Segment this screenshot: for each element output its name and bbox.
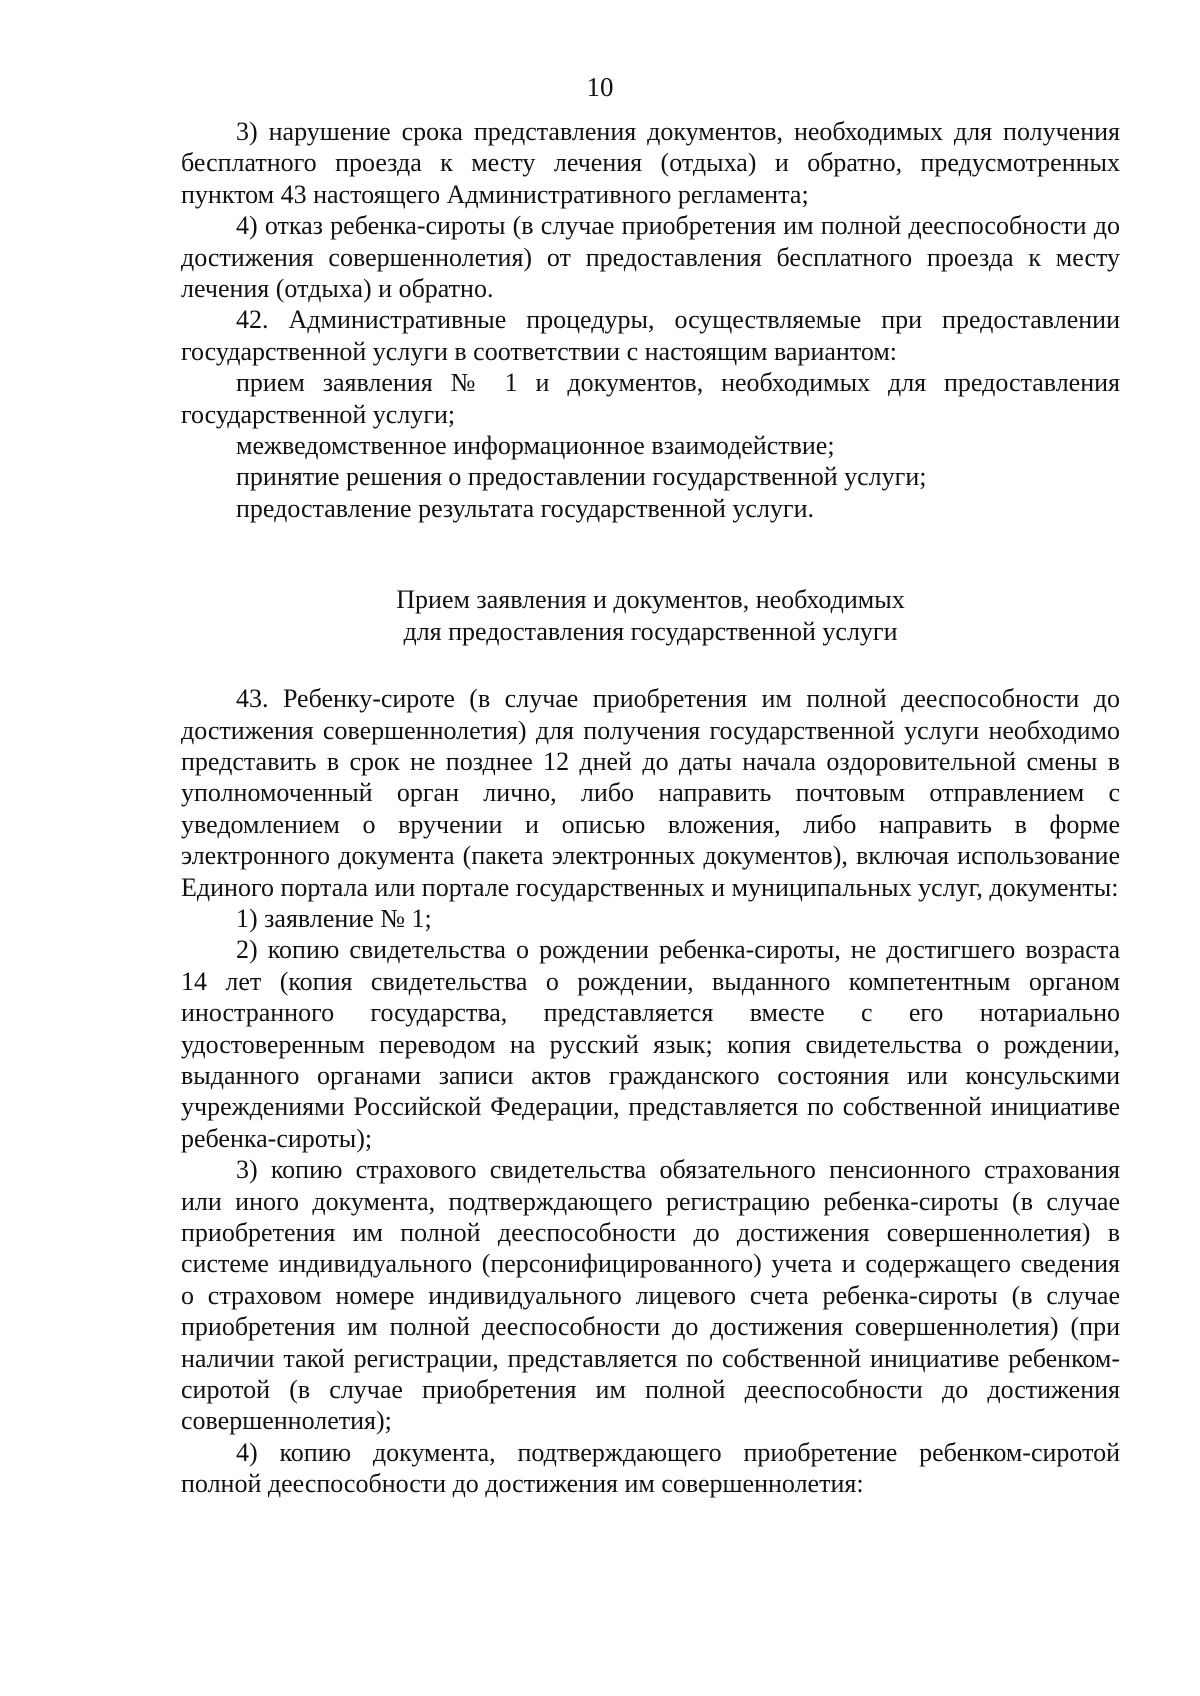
document-item-1: 1) заявление № 1; bbox=[236, 903, 432, 933]
procedure-item-application: прием заявления № 1 и документов, необходимых для предоставления государственной услуги; bbox=[181, 368, 1120, 429]
document-item-3: 3) копию страхового свидетельства обязательного пенсионного страхования или иного документа, подтверждающего регистрацию ребенка-сироты (в случае приобретения им полной дееспособности до достижения совершеннолетия) в системе индивидуального (персонифицированного) учета и содержащего сведения о страховом номере индивидуального лицевого счета ребенка-сироты (в случае приобретения им полной дееспособности до достижения совершеннолетия) (при наличии такой регистрации, представляется по собственной инициативе ребенком-сиротой (в случае приобретения им полной дееспособности до достижения совершеннолетия); bbox=[181, 1155, 1120, 1436]
document-item-4: 4) копию документа, подтверждающего приобретение ребенком-сиротой полной дееспособности до достижения им совершеннолетия: bbox=[181, 1437, 1120, 1499]
section-heading bbox=[181, 584, 1120, 647]
paragraph-42: 42. Административные процедуры, осуществляемые при предоставлении государственной услуги в соответствии с настоящим вариантом: bbox=[181, 305, 1120, 366]
paragraph-item-3: 3) нарушение срока представления документов, необходимых для получения бесплатного проезда к месту лечения (отдыха) и обратно, предусмотренных пунктом 43 настоящего Административного регламента; bbox=[181, 117, 1120, 209]
procedure-item-result: предоставление результата государственной услуги. bbox=[236, 493, 815, 523]
procedure-item-decision: принятие решения о предоставлении государственной услуги; bbox=[236, 462, 927, 492]
section-heading-line-1: Прием заявления и документов, необходимых bbox=[396, 585, 905, 615]
procedure-item-interaction: межведомственное информационное взаимодействие; bbox=[236, 431, 835, 461]
paragraph-item-4: 4) отказ ребенка-сироты (в случае приобретения им полной дееспособности до достижения совершеннолетия) от предоставления бесплатного проезда к месту лечения (отдыха) и обратно. bbox=[181, 211, 1120, 304]
document-body bbox=[181, 116, 1120, 1500]
document-item-2: 2) копию свидетельства о рождении ребенка-сироты, не достигшего возраста 14 лет (копия свидетельства о рождении, выданного компетентным органом иностранного государства, представляется вместе с его нотариально удостоверенным переводом на русский язык; копия свидетельства о рождении, выданного органами записи актов гражданского состояния или консульскими учреждениями Российской Федерации, представляется по собственной инициативе ребенка-сироты); bbox=[181, 935, 1120, 1153]
page-number: 10 bbox=[586, 72, 614, 102]
section-heading-line-2: для предоставления государственной услуги bbox=[403, 616, 898, 646]
paragraph-43: 43. Ребенку-сироте (в случае приобретения им полной дееспособности до достижения совершеннолетия) для получения государственной услуги необходимо представить в срок не позднее 12 дней до даты начала оздоровительной смены в уполномоченный орган лично, либо направить почтовым отправлением с уведомлением о вручении и описью вложения, либо направить в форме электронного документа (пакета электронных документов), включая использование Единого портала или портале государственных и муниципальных услуг, документы: bbox=[181, 684, 1120, 902]
